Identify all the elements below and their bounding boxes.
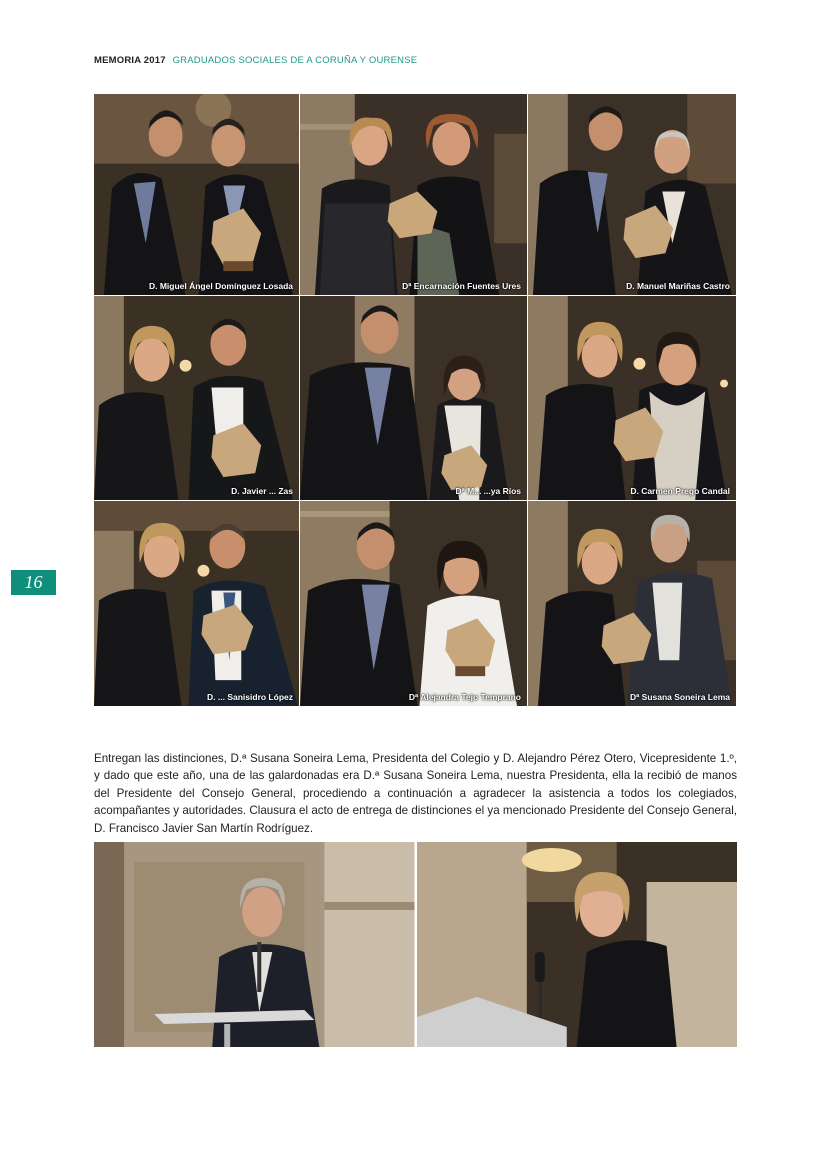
award-caption: D. Miguel Ángel Domínguez Losada bbox=[148, 281, 293, 291]
photo-image bbox=[300, 296, 527, 500]
speech-photo-president-consejo bbox=[94, 842, 415, 1047]
award-caption: D. Javier ... Zas bbox=[231, 486, 293, 496]
photo-image bbox=[528, 501, 736, 706]
award-caption: Dª Alejandra Tejo Temprano bbox=[408, 692, 521, 702]
photo-image bbox=[94, 94, 299, 295]
publication-title: MEMORIA 2017 bbox=[94, 55, 166, 66]
award-photo bbox=[94, 296, 300, 501]
award-caption: Dª M... ...ya Ríos bbox=[455, 486, 521, 496]
award-photo-grid bbox=[94, 94, 737, 707]
award-caption: D. Manuel Mariñas Castro bbox=[626, 281, 730, 291]
photo-image bbox=[528, 94, 736, 295]
event-description-paragraph: Entregan las distinciones, D.ª Susana Soneira Lema, Presidenta del Colegio y D. Alejandro Pérez Otero, Vicepresidente 1.º, y dado que este año, una de las galardonadas era D.ª Susana Soneira Lema, nuestra Presidenta, ella la recibió de manos del Presidente del Consejo General, procediendo a continuación a agradecer la asistencia a todos los colegiados, acompañantes y autoridades. Clausura el acto de entrega de distinciones el ya mencionado Presidente del Consejo General, D. Francisco Javier San Martín Rodríguez. bbox=[94, 751, 737, 835]
photo-image bbox=[94, 296, 299, 500]
speech-photo-presidenta bbox=[417, 842, 738, 1047]
award-photo bbox=[94, 94, 300, 296]
award-caption: D. ... Sanisidro López bbox=[207, 692, 293, 702]
award-caption: Dª Encarnación Fuentes Ures bbox=[402, 281, 521, 291]
award-photo bbox=[300, 296, 528, 501]
photo-image bbox=[300, 94, 527, 295]
running-header bbox=[94, 55, 417, 66]
award-photo bbox=[528, 501, 737, 707]
award-photo bbox=[94, 501, 300, 707]
award-caption: D. Carmen Prego Candal bbox=[630, 486, 730, 496]
photo-image bbox=[94, 842, 415, 1047]
award-caption: Dª Susana Soneira Lema bbox=[630, 692, 730, 702]
speech-photos bbox=[94, 842, 737, 1047]
organization-name: GRADUADOS SOCIALES DE A CORUÑA Y OURENSE bbox=[172, 55, 418, 66]
award-photo bbox=[300, 501, 528, 707]
photo-image bbox=[94, 501, 299, 706]
page-number-tab bbox=[11, 570, 56, 595]
award-photo bbox=[300, 94, 528, 296]
photo-image bbox=[300, 501, 527, 706]
award-photo bbox=[528, 94, 737, 296]
photo-image bbox=[417, 842, 738, 1047]
award-photo bbox=[528, 296, 737, 501]
photo-image bbox=[528, 296, 736, 500]
page-number: 16 bbox=[24, 572, 43, 592]
